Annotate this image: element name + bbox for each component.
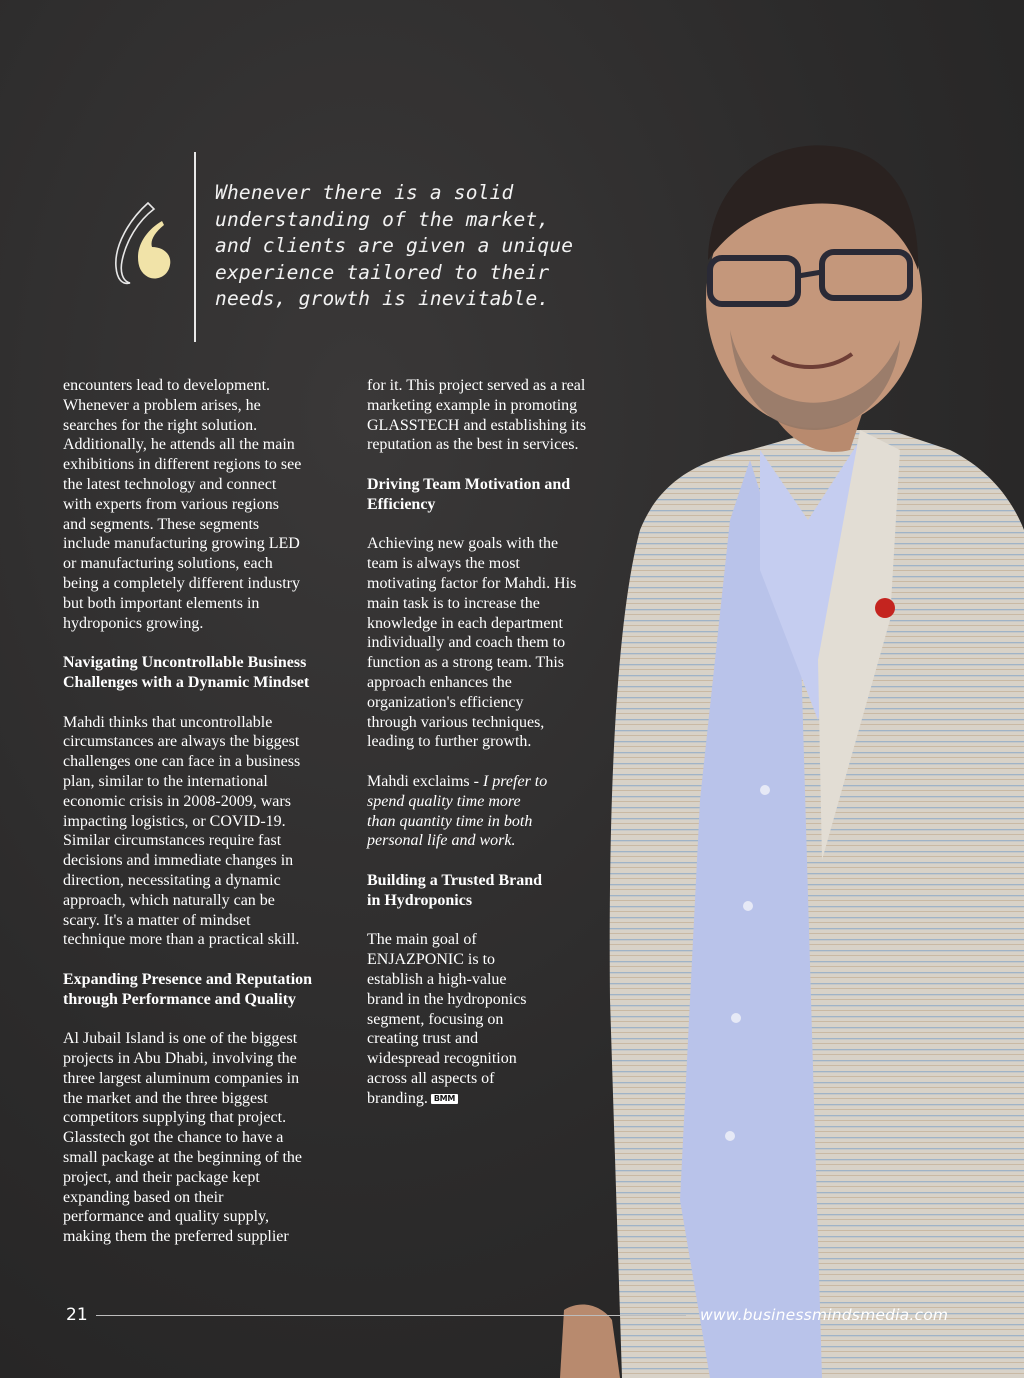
pull-quote [108, 152, 628, 342]
pull-quote-text: Whenever there is a solid understanding of the market, and clients are given a unique experience tailored to their needs, growth is inevitable. [215, 181, 574, 310]
paragraph: encounters lead to development. Whenever a problem arises, he searches for the right solution. Additionally, he attends all the main exhibitions in different regions to see the latest technology and connect with experts from various regions and segments. These segments include manufacturing growing LED or manufacturing solutions, each being a completely different industry but both important elements in hydroponics growing. [63, 377, 302, 632]
quote-divider [194, 152, 196, 342]
page-footer [0, 1300, 1024, 1332]
quote-lead: Mahdi exclaims - [367, 772, 483, 790]
article-column-2 [367, 376, 617, 1128]
page-number: 21 [66, 1305, 88, 1325]
paragraph: Mahdi thinks that uncontrollable circumstances are always the biggest challenges one can face in a business plan, similar to the international economic crisis in 2008-2009, wars impacting logistics, or COVID-19. Similar circumstances require fast decisions and immediate changes in direction, necessitating a dynamic approach, which naturally can be scary. It's a matter of mindset technique more than a practical skill. [63, 713, 301, 949]
quote-paragraph [367, 772, 617, 851]
end-mark-logo: BMM [431, 1094, 458, 1104]
inline-quote: I prefer to spend quality time more than quantity time in both personal life and work. [367, 772, 548, 850]
paragraph: Achieving new goals with the team is always the most motivating factor for Mahdi. His main task is to increase the knowledge in each department individually and coach them to function as a strong team. This approach enhances the organization's efficiency through various techniques, leading to further growth. [367, 535, 577, 751]
paragraph: for it. This project served as a real marketing example in promoting GLASSTECH and establishing its reputation as the best in services. [367, 377, 587, 454]
section-heading: Driving Team Motivation and Efficiency [367, 475, 571, 513]
footer-divider [96, 1315, 686, 1316]
paragraph [367, 930, 617, 1108]
portrait-photo [560, 100, 1024, 1378]
section-heading: Expanding Presence and Reputation through Performance and Quality [63, 970, 313, 1008]
section-heading: Navigating Uncontrollable Business Challenges with a Dynamic Mindset [63, 654, 310, 691]
paragraph: Al Jubail Island is one of the biggest projects in Abu Dhabi, involving the three largest aluminum companies in the market and the three biggest competitors supplying that project. Glasstech got the chance to have a small package at the beginning of the project, and their package kept expanding based on their performance and quality supply, making them the preferred supplier [63, 1030, 303, 1246]
quote-mark-icon [108, 197, 180, 297]
article-column-1 [63, 376, 348, 1267]
closing-text: The main goal of ENJAZPONIC is to establish a high-value brand in the hydroponics segment, focusing on creating trust and widespread recognition across all aspects of branding. [367, 931, 527, 1107]
section-heading: Building a Trusted Brand in Hydroponics [367, 871, 543, 909]
website-url: www.businessmindsmedia.com [700, 1306, 949, 1324]
